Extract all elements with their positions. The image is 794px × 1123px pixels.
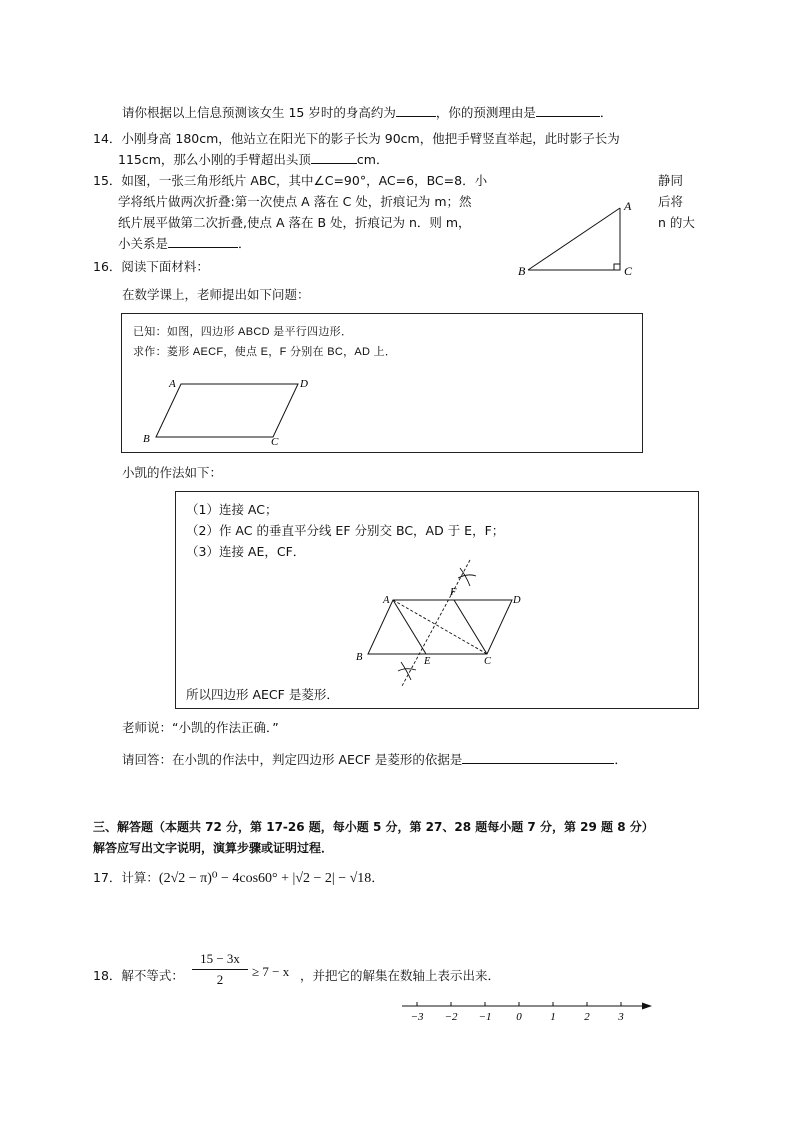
- section3-heading: 三、解答题（本题共 72 分，第 17-26 题，每小题 5 分，第 27、28 题每小题 7 分，第 29 题 8 分）: [93, 820, 654, 834]
- q13-blank-2: [536, 105, 600, 117]
- q16-method-intro: 小凯的作法如下：: [122, 465, 223, 480]
- q16-step-3: （3）连接 AE，CF．: [186, 544, 306, 559]
- q14-line1: 14．小刚身高 180cm，他站立在阳光下的影子长为 90cm，他把手臂竖直举起，此时影子长为: [93, 131, 620, 146]
- q15-blank: [168, 236, 238, 248]
- q16-problem-box: [121, 313, 643, 453]
- q16-fig1-label-C: C: [271, 436, 279, 448]
- q18-tail: ，并把它的解集在数轴上表示出来．: [300, 968, 501, 983]
- q15-label-A: A: [624, 199, 632, 213]
- q15-label-C: C: [624, 264, 633, 278]
- q18-label: 18．解不等式：: [93, 968, 184, 983]
- number-line-tick-label: −3: [410, 1011, 424, 1023]
- q16-step-1: （1）连接 AC；: [186, 502, 278, 517]
- q17-end: ．: [371, 870, 384, 885]
- q14-line2: [118, 150, 388, 168]
- number-line-tick-label: 2: [584, 1011, 590, 1023]
- section3-subheading: 解答应写出文字说明，演算步骤或证明过程．: [93, 841, 334, 855]
- q16-teacher: 老师说：“小凯的作法正确．”: [122, 720, 279, 735]
- q17-expression: (2√2 − π)⁰ − 4cos60° + |√2 − 2| − √18: [158, 871, 372, 886]
- q16-answer-end: ．: [614, 752, 627, 767]
- number-line-tick-label: 0: [516, 1011, 522, 1023]
- q16-problem-line1: 已知：如图，四边形 ABCD 是平行四边形．: [133, 326, 353, 338]
- q18-numerator: 15 − 3x: [192, 951, 248, 970]
- q16-fig1-label-D: D: [300, 378, 308, 390]
- q15-line2: 学将纸片做两次折叠:第一次使点 A 落在 C 处，折痕记为 m；然: [118, 194, 472, 209]
- q16-answer-prompt: 请回答：在小凯的作法中，判定四边形 AECF 是菱形的依据是: [122, 752, 463, 767]
- q16-fig1-label-B: B: [143, 433, 150, 445]
- q16-answer: [122, 750, 627, 768]
- q15-line4-end: ．: [238, 236, 251, 251]
- q16-fig2-label-C: C: [484, 656, 492, 667]
- q16-fig2-label-F: F: [450, 587, 457, 598]
- q16-title: 16．阅读下面材料：: [93, 259, 209, 274]
- q15-line3-right: n 的大: [658, 215, 695, 230]
- q14-line2-a: 115cm，那么小刚的手臂超出头顶: [118, 152, 311, 167]
- q16-method-box: [175, 491, 699, 709]
- q16-fig2-label-E: E: [424, 656, 431, 667]
- q13-text: 请你根据以上信息预测该女生 15 岁时的身高约为: [122, 105, 396, 120]
- q16-fig1-label-A: A: [169, 378, 176, 390]
- q16-conclusion: 所以四边形 AECF 是菱形．: [186, 687, 339, 702]
- q15-line1-right: 静同: [658, 173, 684, 188]
- q18-fraction: [192, 951, 248, 988]
- q16-parallelogram-figure: [138, 372, 338, 448]
- q16-fig2-label-A: A: [383, 595, 390, 606]
- q13-mid: ，你的预测理由是: [435, 105, 536, 120]
- q15-line2-right: 后将: [658, 194, 684, 209]
- q14-blank: [311, 152, 357, 164]
- q16-fig2-label-B: B: [356, 652, 363, 663]
- q14-line2-b: cm．: [356, 152, 389, 167]
- q17: [93, 868, 384, 887]
- q15-line4: [118, 234, 251, 252]
- q15-line1: 15．如图，一张三角形纸片 ABC，其中∠C=90°，AC=6，BC=8．小: [93, 173, 488, 188]
- q13-tail: [122, 103, 612, 121]
- q15-triangle-figure: [510, 196, 650, 282]
- q16-answer-blank: [462, 752, 614, 764]
- q16-construction-figure: [346, 556, 536, 696]
- number-line-tick-label: −1: [478, 1011, 492, 1023]
- q16-problem-line2: 求作：菱形 AECF，使点 E，F 分别在 BC，AD 上．: [133, 346, 397, 358]
- number-line-tick-label: 1: [550, 1011, 556, 1023]
- q15-line4-text: 小关系是: [118, 236, 169, 251]
- q15-line3: 纸片展平做第二次折叠,使点 A 落在 B 处，折痕记为 n．则 m，: [118, 215, 471, 230]
- q18-denominator: 2: [216, 972, 224, 987]
- q16-fig2-label-D: D: [513, 595, 521, 606]
- q18-rhs: ≥ 7 − x: [252, 964, 290, 979]
- number-line-tick-label: 3: [618, 1011, 624, 1023]
- number-line-tick-label: −2: [444, 1011, 458, 1023]
- q18-number-line: [396, 996, 658, 1026]
- number-line-ticks: [411, 1002, 625, 1023]
- q16-step-2: （2）作 AC 的垂直平分线 EF 分别交 BC，AD 于 E，F；: [186, 523, 505, 538]
- q13-end: ．: [599, 105, 613, 120]
- q17-label: 17．计算：: [93, 870, 159, 885]
- q16-intro: 在数学课上，老师提出如下问题：: [122, 287, 310, 302]
- q13-blank-1: [396, 105, 436, 117]
- q15-label-B: B: [518, 264, 526, 278]
